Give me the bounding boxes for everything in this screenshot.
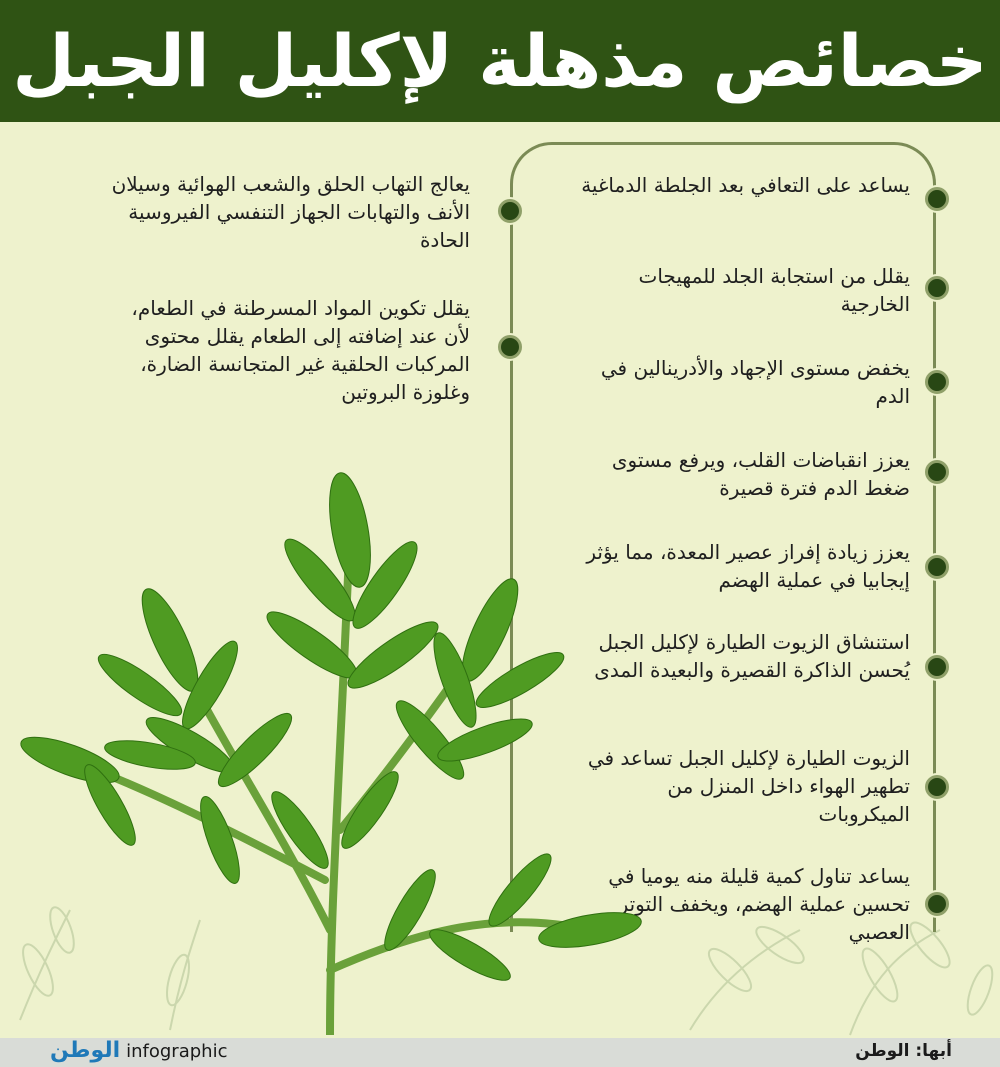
timeline-dot (925, 892, 949, 916)
property-text: يساعد تناول كمية قليلة منه يوميا في تحسين عملية الهضم، ويخفف التوتر العصبي (608, 864, 910, 944)
property-text: يعالج التهاب الحلق والشعب الهوائية وسيلان الأنف والتهابات الجهاز التنفسي الفيروسية الحادة (111, 172, 470, 252)
source-credit: أبها: الوطن (855, 1041, 952, 1061)
infographic-label: infographic (126, 1040, 228, 1062)
brand-logo (50, 1039, 227, 1063)
timeline-dot (498, 335, 522, 359)
page-title: خصائص مذهلة لإكليل الجبل (12, 19, 988, 103)
timeline-dot (925, 775, 949, 799)
timeline-dot (925, 276, 949, 300)
timeline-dot (925, 655, 949, 679)
timeline-dot (925, 187, 949, 211)
property-text: يخفض مستوى الإجهاد والأدرينالين في الدم (600, 356, 910, 408)
brand-name: الوطن (50, 1038, 121, 1063)
property-text: يقلل من استجابة الجلد للمهيجات الخارجية (638, 264, 910, 316)
timeline-dot (925, 370, 949, 394)
timeline-dot (925, 460, 949, 484)
property-text: يعزز انقباضات القلب، ويرفع مستوى ضغط الدم فترة قصيرة (611, 448, 910, 500)
property-text: الزيوت الطيارة لإكليل الجبل تساعد في تطهير الهواء داخل المنزل من الميكروبات (587, 746, 910, 826)
property-text: يقلل تكوين المواد المسرطنة في الطعام، لأن عند إضافته إلى الطعام يقلل محتوى المركبات الحلقية غير المتجانسة الضارة، وغلوزة البروتين (131, 296, 470, 404)
footer-bar (0, 1038, 1000, 1067)
rosemary-plant-illustration (0, 410, 650, 1035)
property-text: يساعد على التعافي بعد الجلطة الدماغية (581, 173, 910, 197)
timeline-dot (498, 199, 522, 223)
property-text: استنشاق الزيوت الطيارة لإكليل الجبل يُحسن الذاكرة القصيرة والبعيدة المدى (594, 630, 910, 682)
property-text: يعزز زيادة إفراز عصير المعدة، مما يؤثر إيجابيا في عملية الهضم (586, 540, 910, 592)
timeline-dot (925, 555, 949, 579)
